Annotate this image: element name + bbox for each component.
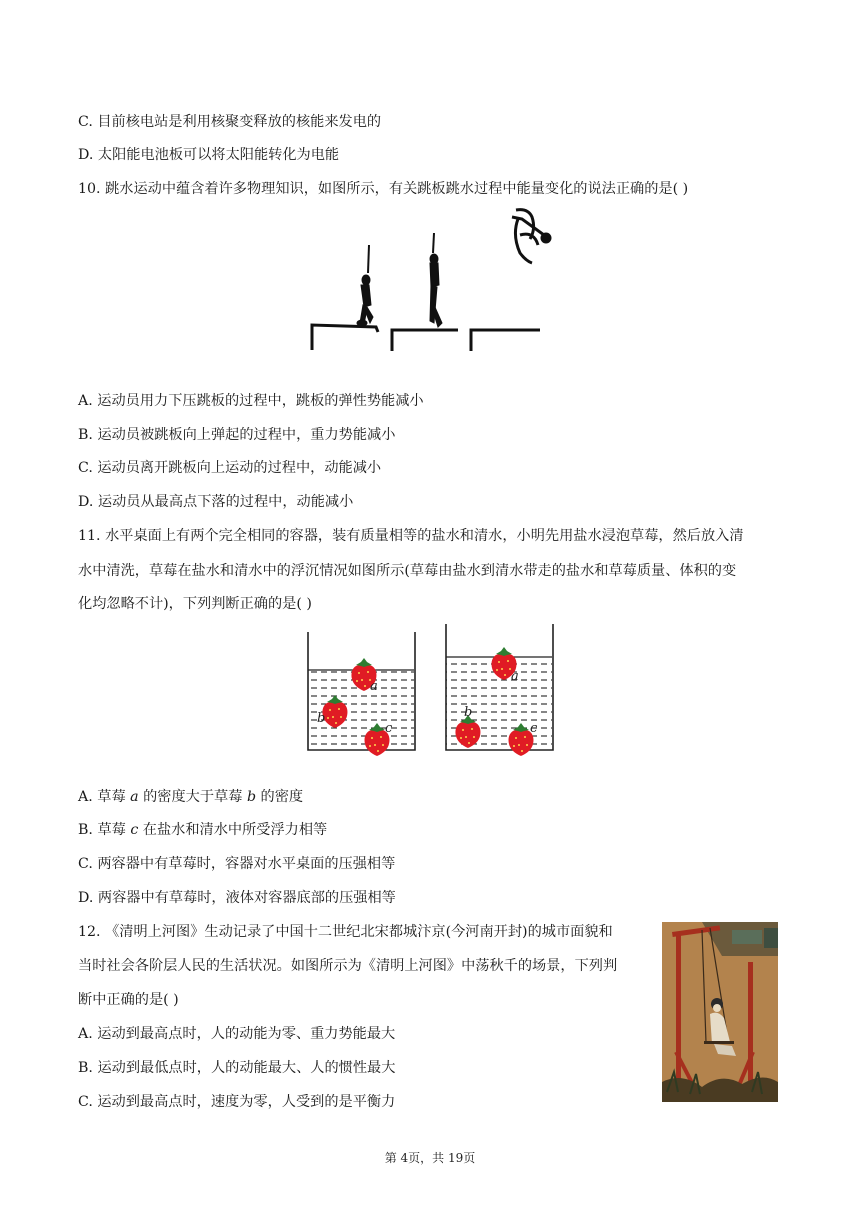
option-a-q10: A. 运动员用力下压跳板的过程中，跳板的弹性势能减小 [78, 393, 424, 409]
option-c-q12: C. 运动到最高点时，速度为零，人受到的是平衡力 [78, 1094, 396, 1110]
option-c-q9: C. 目前核电站是利用核聚变释放的核能来发电的 [78, 114, 382, 130]
option-a-q11: A. 草莓 𝑎 的密度大于草莓 𝑏 的密度 [78, 789, 304, 805]
label-a-left: a [370, 679, 378, 694]
label-c-left: c [385, 721, 393, 736]
option-d-q11: D. 两容器中有草莓时，液体对容器底部的压强相等 [78, 890, 396, 906]
option-b-q10: B. 运动员被跳板向上弹起的过程中，重力势能减小 [78, 427, 396, 443]
label-b-right: b [464, 705, 473, 720]
question-10-stem: 10. 跳水运动中蕴含着许多物理知识，如图所示，有关跳板跳水过程中能量变化的说法正确的是( ) [78, 181, 689, 197]
label-a-right: a [511, 669, 519, 684]
option-b-q11: B. 草莓 𝑐 在盐水和清水中所受浮力相等 [78, 822, 328, 838]
page-footer: 第 4页，共 19页 [384, 1151, 476, 1165]
label-c-right: c [530, 721, 538, 736]
question-12-stem-line1: 12. 《清明上河图》生动记录了中国十二世纪北宋都城汴京(今河南开封)的城市面貌和 [78, 924, 613, 940]
option-b-q12: B. 运动到最低点时，人的动能最大、人的惯性最大 [78, 1060, 396, 1076]
option-d-q10: D. 运动员从最高点下落的过程中，动能减小 [78, 494, 354, 510]
question-11-stem-line2: 水中清洗，草莓在盐水和清水中的浮沉情况如图所示(草莓由盐水到清水带走的盐水和草莓质量、体积的变 [78, 563, 737, 579]
option-c-q11: C. 两容器中有草莓时，容器对水平桌面的压强相等 [78, 856, 396, 872]
option-c-q10: C. 运动员离开跳板向上运动的过程中，动能减小 [78, 460, 382, 476]
option-a-q12: A. 运动到最高点时，人的动能为零、重力势能最大 [78, 1026, 396, 1042]
strawberry-containers-figure [300, 620, 562, 756]
option-d-q9: D. 太阳能电池板可以将太阳能转化为电能 [78, 147, 340, 163]
swing-painting-image [662, 922, 778, 1102]
label-b-left: b [317, 711, 326, 726]
question-12-stem-line2: 当时社会各阶层人民的生活状况。如图所示为《清明上河图》中荡秋千的场景，下列判 [78, 958, 618, 974]
question-11-stem-line1: 11. 水平桌面上有两个完全相同的容器，装有质量相等的盐水和清水，小明先用盐水浸泡草莓，然后放入清 [78, 528, 744, 544]
question-11-stem-line3: 化均忽略不计)，下列判断正确的是( ) [78, 596, 312, 612]
question-12-stem-line3: 断中正确的是( ) [78, 992, 179, 1008]
diving-figure [306, 205, 552, 355]
